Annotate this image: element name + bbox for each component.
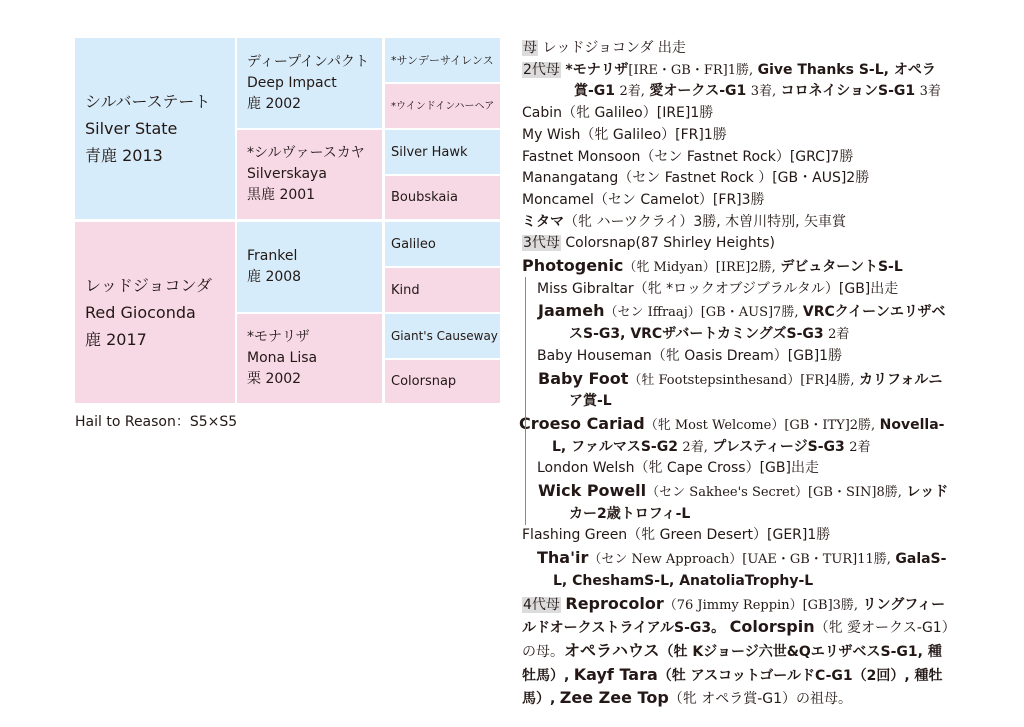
sd-name-jp: *シルヴァースカヤ — [247, 145, 365, 161]
jaameh-place: 2着 — [828, 327, 850, 343]
sire-sire-cell[interactable] — [237, 38, 382, 128]
g3-cell-5[interactable] — [385, 222, 500, 266]
dam-name-jp: レッドジョコンダ — [85, 276, 212, 295]
mitama-name: ミタマ — [522, 213, 564, 230]
croeso-race: Novella-L, ファルマスS-G2 — [552, 416, 945, 455]
g4-name[interactable]: Reprocolor — [565, 593, 664, 613]
missgib-line[interactable]: Miss Gibraltar（牝 *ロックオブジブラルタル）[GB]出走 — [537, 280, 899, 297]
babyh-line[interactable]: Baby Houseman（牝 Oasis Dream）[GB]1勝 — [537, 347, 843, 364]
dam-sire-cell[interactable] — [237, 222, 382, 312]
croeso-race: プレスティージS-G3 — [712, 438, 845, 455]
g4-race: リングフィールドオークストライアルS-G3。 — [522, 596, 946, 637]
g2-race: コロネイションS-G1 — [780, 83, 916, 100]
offspring-mywish[interactable]: My Wish（牝 Galileo）[FR]1勝 — [522, 126, 727, 143]
sire-cell[interactable] — [75, 38, 235, 219]
croeso-detail: （牝 Most Welcome）[GB・ITY]2勝, — [644, 417, 876, 433]
g3-cell-1[interactable] — [385, 38, 500, 82]
sire-dam-cell[interactable] — [237, 130, 382, 219]
jaameh-race: VRCクイーンエリザベスS-G3, VRCザバートカミングズS-G3 — [569, 304, 946, 343]
g3-name: Silver Hawk — [391, 144, 468, 160]
g4-detail: （76 Jimmy Reppin）[GB]3勝, — [663, 597, 859, 613]
g3-cell-2[interactable] — [385, 84, 500, 128]
dd-name-en: Mona Lisa — [247, 350, 318, 366]
flashing-line[interactable]: Flashing Green（牝 Green Desert）[GER]1勝 — [522, 527, 831, 544]
kayf-name[interactable]: Kayf Tara — [573, 664, 658, 684]
photogenic-name[interactable]: Photogenic — [522, 256, 624, 276]
jaameh-line — [522, 300, 954, 345]
croeso-line — [519, 413, 954, 458]
zee-detail: （牝 オペラ賞-G1）の祖母。 — [668, 691, 853, 708]
ss-name-jp: ディープインパクト — [247, 53, 369, 70]
ss-name-en: Deep Impact — [247, 74, 337, 91]
dam-label: 母 — [523, 40, 537, 56]
g3-name: Boubskaia — [391, 190, 458, 205]
offspring-manangatang[interactable]: Manangatang（セン Fastnet Rock ）[GB・AUS]2勝 — [522, 170, 870, 187]
offspring-cabin[interactable]: Cabin（牝 Galileo）[IRE]1勝 — [522, 105, 714, 122]
g3-name: *サンデーサイレンス — [391, 53, 494, 67]
kayf-detail: （牡 アスコットゴールドC-G1（2回）, 種牡馬）, — [522, 667, 943, 708]
g2-place: 3着 — [919, 84, 941, 100]
zee-name[interactable]: Zee Zee Top — [559, 688, 669, 708]
g2-line — [522, 60, 954, 103]
ds-name-en: Frankel — [247, 248, 298, 264]
wick-detail: （セン Sakhee's Secret）[GB・SIN]8勝, — [646, 485, 902, 501]
offspring-mitama[interactable] — [522, 212, 954, 234]
g3-label: 3代母 — [523, 235, 560, 252]
offspring-fastnet[interactable]: Fastnet Monsoon（セン Fastnet Rock）[GRC]7勝 — [522, 148, 854, 165]
babyf-line — [522, 368, 954, 413]
opera-name[interactable]: オペラハウス — [564, 640, 660, 660]
jaameh-name[interactable]: Jaameh — [538, 301, 605, 321]
colorspin-detail: （牝 愛オークス-G1）の母。 — [522, 620, 949, 660]
babyf-detail: （牡 Footstepsinthesand）[FR]4勝, — [628, 372, 855, 388]
g3-cell-4[interactable] — [385, 176, 500, 219]
sd-info: 黒鹿 2001 — [247, 187, 316, 203]
babyf-name[interactable]: Baby Foot — [538, 368, 629, 388]
london-line[interactable]: London Welsh（牝 Cape Cross）[GB]出走 — [537, 460, 819, 477]
croeso-place: 2着 — [849, 439, 871, 455]
g2-place: 3着, — [750, 84, 777, 100]
ss-info: 鹿 2002 — [247, 95, 302, 112]
photogenic-line — [522, 255, 954, 279]
g2-place: 2着, — [619, 84, 645, 100]
g2-race: Give Thanks S-L, オペラ賞-G1 — [574, 61, 936, 100]
wick-race: レッドカー2歳トロフィ-L — [569, 484, 949, 522]
thair-detail: （セン New Approach）[UAE・GB・TUR]11勝, — [588, 552, 891, 568]
sire-name-jp: シルバーステート — [85, 92, 211, 111]
g3-cell-3[interactable] — [385, 130, 500, 174]
g4-line — [522, 593, 954, 712]
g2-detail: [IRE・GB・FR]1勝, — [628, 62, 754, 78]
croeso-name[interactable]: Croeso Cariad — [519, 413, 645, 433]
dam-line — [522, 38, 954, 60]
dam-text: レッドジョコンダ 出走 — [542, 40, 686, 56]
opera-detail: （牡 Kジョージ六世&Qエリザベス — [659, 643, 881, 660]
g2-name[interactable]: *モナリザ — [565, 61, 629, 78]
g3-name: Galileo — [391, 236, 436, 252]
croeso-place: 2着, — [682, 439, 708, 455]
family-record — [519, 38, 954, 711]
dam-dam-cell[interactable] — [237, 314, 382, 403]
thair-line — [522, 547, 954, 592]
g4-label: 4代母 — [523, 596, 560, 613]
g3-name: Giant's Causeway — [391, 328, 498, 343]
photogenic-descendants — [519, 279, 954, 526]
g3-name: *ウインドインハーヘア — [391, 100, 495, 112]
inbreeding-note: Hail to Reason：S5×S5 — [75, 414, 238, 430]
thair-race: GalaS-L, CheshamS-L, AnatoliaTrophy-L — [553, 551, 947, 589]
colorspin-name[interactable]: Colorspin — [729, 617, 815, 637]
mitama-rest: （牝 ハーツクライ）3勝, 木曽川特別, 矢車賞 — [564, 213, 847, 230]
g3-text: Colorsnap(87 Shirley Heights) — [565, 235, 775, 252]
photogenic-race: デビュターントS-L — [780, 259, 903, 276]
g3-cell-6[interactable] — [385, 268, 500, 312]
g3-cell-7[interactable] — [385, 314, 500, 358]
dam-cell[interactable] — [75, 222, 235, 403]
photogenic-detail: （牝 Midyan）[IRE]2勝, — [623, 260, 776, 276]
g3-line — [522, 233, 954, 255]
jaameh-detail: （セン Iffraaj）[GB・AUS]7勝, — [604, 305, 799, 321]
thair-name[interactable]: Tha'ir — [537, 548, 589, 568]
wick-line — [522, 480, 954, 525]
babyf-race: カリフォルニア賞-L — [569, 371, 943, 410]
offspring-moncamel[interactable]: Moncamel（セン Camelot）[FR]3勝 — [522, 191, 765, 208]
g3-name: Kind — [391, 282, 420, 298]
sd-name-en: Silverskaya — [247, 166, 327, 182]
g3-name: Colorsnap — [391, 374, 457, 389]
g2-label: 2代母 — [523, 61, 560, 78]
sire-name-en: Silver State — [85, 119, 178, 138]
sire-info: 青鹿 2013 — [85, 146, 163, 165]
ds-info: 鹿 2008 — [247, 269, 302, 285]
dam-info: 鹿 2017 — [85, 330, 147, 349]
wick-name[interactable]: Wick Powell — [538, 481, 647, 501]
dam-name-en: Red Gioconda — [85, 303, 196, 322]
opera-rest: S-G1, 種牡馬）, — [522, 643, 942, 684]
g3-cell-8[interactable] — [385, 360, 500, 403]
dd-info: 栗 2002 — [247, 371, 302, 387]
dd-name-jp: *モナリザ — [247, 329, 310, 345]
g2-race: 愛オークス-G1 — [649, 83, 747, 100]
